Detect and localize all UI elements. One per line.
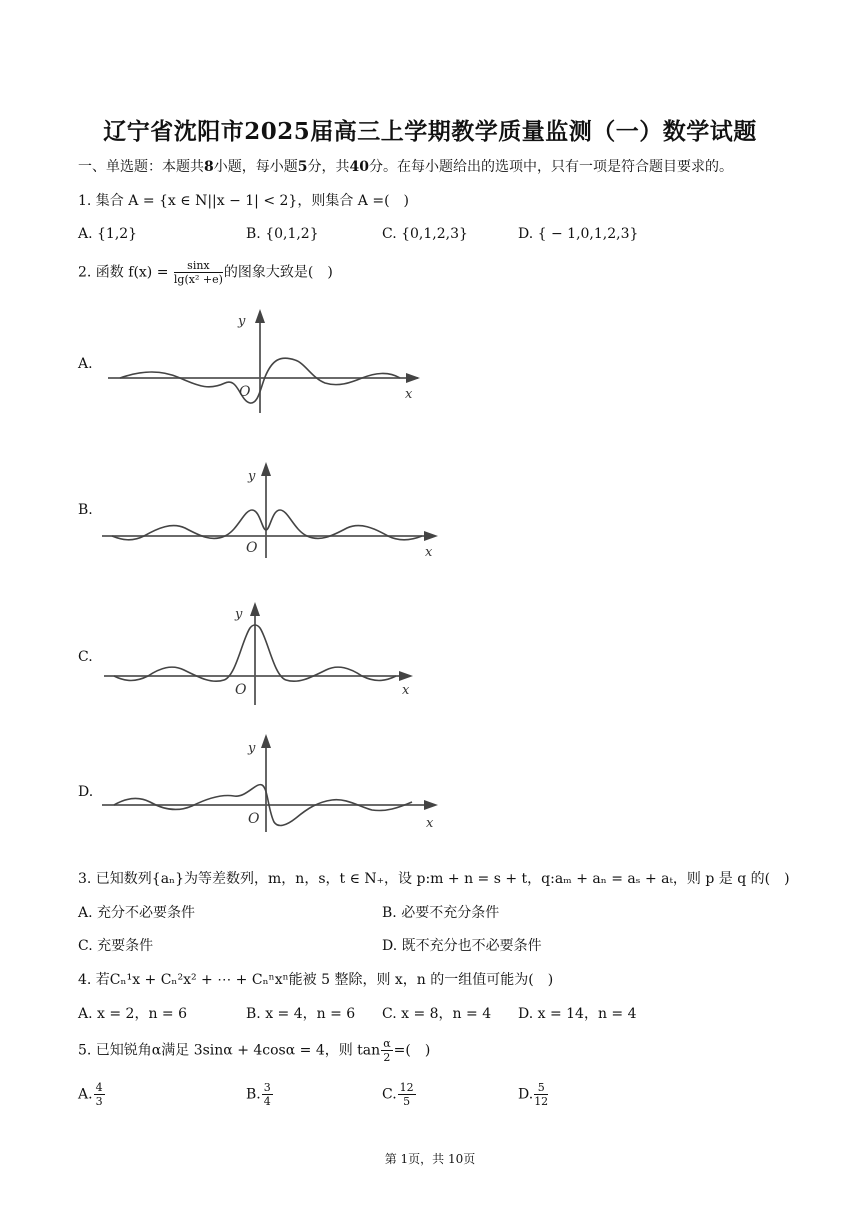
graph-option-d	[100, 730, 445, 835]
x-axis-label: x	[426, 816, 434, 831]
q5-frac-denominator: 2	[383, 1051, 391, 1064]
q2-option-b-label: B.	[78, 502, 93, 518]
q3-option-c: C. 充要条件	[78, 938, 154, 954]
q2-suffix: 的图象大致是( )	[223, 264, 333, 281]
q2-option-a-label: A.	[78, 356, 93, 372]
q5-frac-numerator: α	[383, 1037, 391, 1050]
q5-fraction	[381, 1038, 392, 1063]
y-axis-label: y	[248, 469, 256, 484]
q3-option-b: B. 必要不充分条件	[382, 905, 500, 921]
q5-prefix: 5. 已知锐角α满足 3sinα + 4cosα = 4，则 tan	[78, 1042, 381, 1059]
y-axis-arrow	[261, 462, 271, 476]
y-axis-arrow	[250, 602, 260, 616]
q5-option-d-fraction	[534, 1082, 548, 1107]
q2-option-d-label: D.	[78, 784, 94, 800]
q5-option-c-fraction	[398, 1082, 416, 1107]
q5-option-d-den: 12	[534, 1095, 549, 1108]
q5-option-d	[518, 1082, 549, 1107]
section-score: 5	[297, 159, 308, 175]
q5-option-a	[78, 1082, 106, 1107]
section-label: 一、单选题：本题共	[78, 159, 204, 175]
graph-option-a	[100, 305, 430, 415]
q1-option-b: B. {0,1,2}	[246, 226, 319, 242]
q1-option-a: A. {1,2}	[78, 226, 138, 242]
origin-label: O	[239, 384, 251, 400]
x-axis-arrow	[424, 531, 438, 541]
origin-label: O	[246, 540, 258, 556]
q2-frac-numerator: sinx	[174, 260, 223, 273]
q5-option-a-fraction	[94, 1082, 105, 1107]
q2-prefix: 2. 函数 f(x) =	[78, 264, 169, 281]
x-axis-label: x	[402, 683, 410, 698]
q3-option-d: D. 既不充分也不必要条件	[382, 938, 542, 954]
q2-fraction	[174, 260, 223, 285]
y-axis-label: y	[235, 607, 243, 622]
y-axis-label: y	[238, 314, 246, 329]
origin-label: O	[235, 682, 247, 698]
graph-option-c	[100, 600, 420, 710]
q5-suffix: =( )	[393, 1042, 431, 1059]
y-axis-label: y	[248, 741, 256, 756]
origin-label: O	[248, 811, 260, 827]
q1-option-c: C. {0,1,2,3}	[382, 226, 468, 242]
q5-option-b-fraction	[262, 1082, 273, 1107]
q5-option-c-den: 5	[403, 1095, 411, 1108]
q4-option-c: C. x = 8，n = 4	[382, 1006, 492, 1022]
q5-option-a-label: A.	[78, 1086, 93, 1103]
x-axis-label: x	[405, 387, 413, 402]
y-axis-arrow	[261, 734, 271, 748]
q5-option-c-num: 12	[399, 1081, 414, 1094]
q4-option-a: A. x = 2，n = 6	[78, 1006, 187, 1022]
question-3-text: 3. 已知数列{aₙ}为等差数列，m，n，s，t ∈ N₊，设 p:m + n = s + t，q:aₘ + aₙ = aₛ + aₜ，则 p 是 q 的( )	[78, 871, 790, 887]
section-total: 40	[349, 159, 369, 175]
question-5-text	[78, 1038, 430, 1063]
q5-option-c	[382, 1082, 417, 1107]
x-axis-arrow	[406, 373, 420, 383]
q5-option-b-num: 3	[263, 1081, 271, 1094]
question-2-text	[78, 260, 333, 285]
page-title: 辽宁省沈阳市2025届高三上学期教学质量监测（一）数学试题	[103, 118, 757, 145]
section-mid2: 分，共	[307, 159, 350, 175]
q1-option-d: D. { − 1,0,1,2,3}	[518, 226, 639, 242]
y-axis-arrow	[255, 309, 265, 323]
q5-option-b-den: 4	[263, 1095, 271, 1108]
x-axis-arrow	[399, 671, 413, 681]
q2-option-c-label: C.	[78, 649, 93, 665]
q5-option-d-num: 5	[534, 1082, 548, 1095]
section-tail: 分。在每小题给出的选项中，只有一项是符合题目要求的。	[368, 159, 733, 175]
q5-option-a-num: 4	[95, 1081, 103, 1094]
question-1-text: 1. 集合 A = {x ∈ N||x − 1| < 2}，则集合 A =( )	[78, 193, 410, 209]
section-mid1: 小题，每小题	[213, 159, 298, 175]
q4-option-b: B. x = 4，n = 6	[246, 1006, 356, 1022]
q5-option-a-den: 3	[95, 1095, 103, 1108]
question-4-text: 4. 若Cₙ¹x + Cₙ²x² + ⋯ + Cₙⁿxⁿ能被 5 整除，则 x，n 的一组值可能为( )	[78, 972, 554, 988]
q5-option-d-label: D.	[518, 1086, 534, 1103]
graph-option-b	[100, 460, 445, 560]
q5-option-b	[246, 1082, 274, 1107]
q5-option-c-label: C.	[382, 1086, 397, 1103]
page-footer: 第 1页，共 10页	[384, 1152, 476, 1166]
q2-frac-denominator: lg(x² +e)	[173, 273, 223, 286]
section-header	[78, 156, 733, 176]
section-count: 8	[204, 159, 214, 175]
x-axis-label: x	[425, 545, 433, 560]
x-axis-arrow	[424, 800, 438, 810]
q3-option-a: A. 充分不必要条件	[78, 905, 196, 921]
q5-option-b-label: B.	[246, 1086, 261, 1103]
q4-option-d: D. x = 14，n = 4	[518, 1006, 637, 1022]
